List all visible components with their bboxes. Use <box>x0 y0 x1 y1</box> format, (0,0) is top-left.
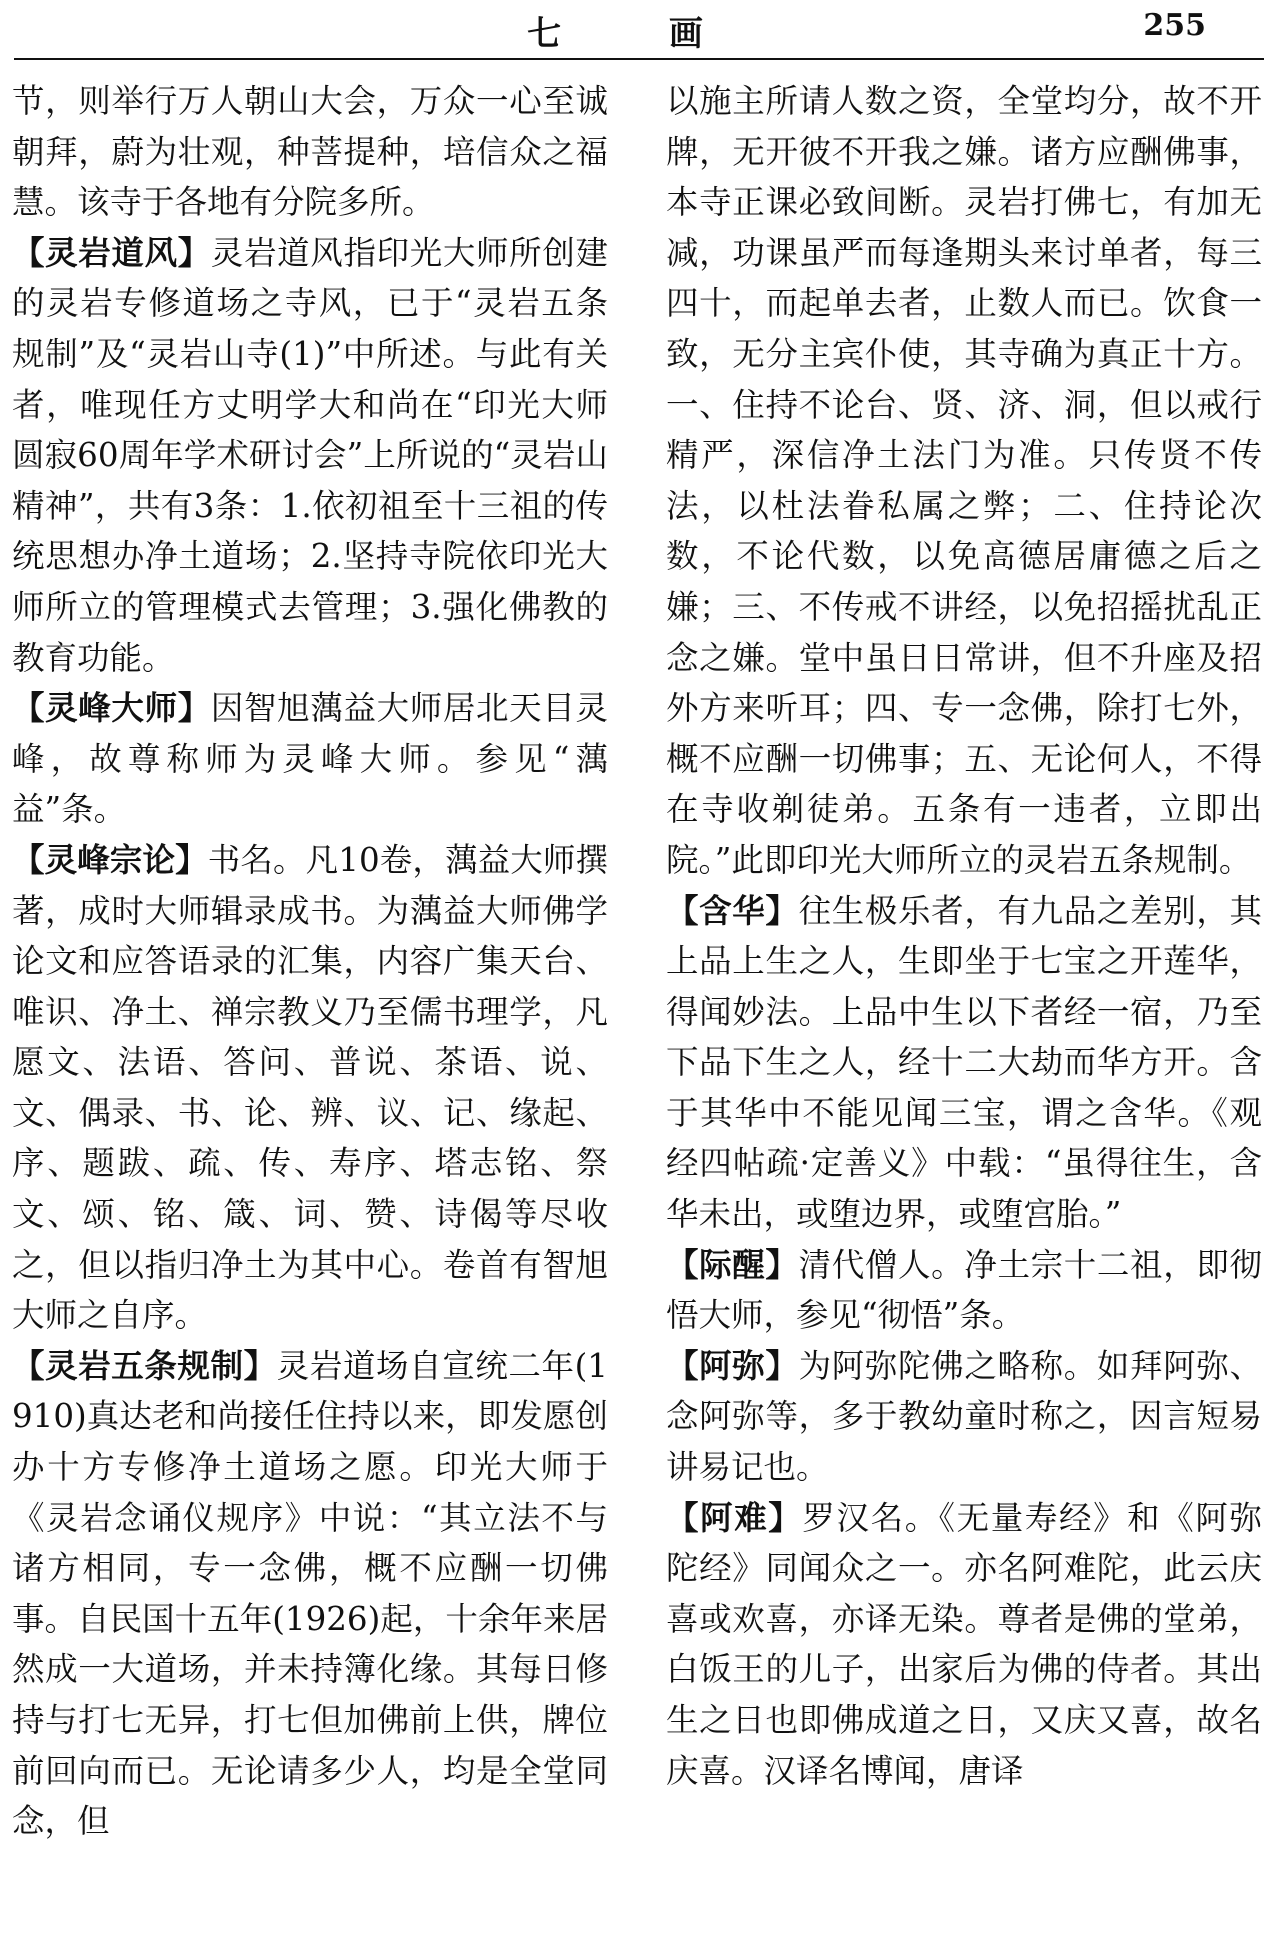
continued-text: 节，则举行万人朝山大会，万众一心至诚朝拜，蔚为壮观，种菩提种，培信众之福慧。该寺于各地有分院多所。 <box>12 82 608 222</box>
entry-term: 【灵岩五条规制】 <box>12 1345 277 1385</box>
entry-term: 【灵岩道风】 <box>12 232 211 272</box>
entry-term: 【含华】 <box>666 890 799 930</box>
dictionary-entry <box>666 886 1262 1240</box>
entry-term: 【际醒】 <box>666 1244 799 1284</box>
entry-term: 【灵峰宗论】 <box>12 839 208 879</box>
dictionary-entry <box>12 835 608 1341</box>
dictionary-entry <box>666 1341 1262 1493</box>
header-rule <box>14 58 1264 60</box>
entry-text: 灵岩道风指印光大师所创建的灵岩专修道场之寺风，已于“灵岩五条规制”及“灵岩山寺(1)”中所述。与此有关者，唯现任方丈明学大和尚在“印光大师圆寂60周年学术研讨会”上所说的“灵岩山精神”，共有3条：1.依初祖至十三祖的传统思想办净土道场；2.坚持寺院依印光大师所立的管理模式去管理；3.强化佛教的教育功能。 <box>12 233 608 677</box>
entry-term: 【阿弥】 <box>666 1345 799 1385</box>
continued-text: 以施主所请人数之资，全堂均分，故不开牌，无开彼不开我之嫌。诸方应酬佛事，本寺正课必致间断。灵岩打佛七，有加无减，功课虽严而每逢期头来讨单者，每三四十，而起单去者，止数人而已。饮食一致，无分主宾仆使，其寺确为真正十方。一、住持不论台、贤、济、洞，但以戒行精严，深信净土法门为准。只传贤不传法，以杜法眷私属之弊；二、住持论次数，不论代数，以免高德居庸德之后之嫌；三、不传戒不讲经，以免招摇扰乱正念之嫌。堂中虽日日常讲，但不升座及招外方来听耳；四、专一念佛，除打七外，概不应酬一切佛事；五、无论何人，不得在寺收剃徒弟。五条有一违者，立即出院。”此即印光大师所立的灵岩五条规制。 <box>666 82 1262 879</box>
page-number: 255 <box>1143 8 1206 43</box>
chapter-title: 七 画 <box>527 14 751 54</box>
entry-text: 为阿弥陀佛之略称。如拜阿弥、念阿弥等，多于教幼童时称之，因言短易讲易记也。 <box>666 1346 1262 1487</box>
page-header <box>0 0 1278 56</box>
dictionary-entry <box>12 683 608 835</box>
dictionary-entry <box>12 228 608 683</box>
entry-text: 书名。凡10卷，蕅益大师撰著，成时大师辑录成书。为蕅益大师佛学论文和应答语录的汇集，内容广集天台、唯识、净土、禅宗教义乃至儒书理学，凡愿文、法语、答问、普说、茶语、说、文、偶录、书、论、辨、议、记、缘起、序、题跋、疏、传、寿序、塔志铭、祭文、颂、铭、箴、词、赞、诗偈等尽收之，但以指归净土为其中心。卷首有智旭大师之自序。 <box>12 840 608 1335</box>
entry-term: 【阿难】 <box>666 1497 803 1537</box>
entry-text: 往生极乐者，有九品之差别，其上品上生之人，生即坐于七宝之开莲华，得闻妙法。上品中生以下者经一宿，乃至下品下生之人，经十二大劫而华方开。含于其华中不能见闻三宝，谓之含华。《观经四帖疏·定善义》中载：“虽得往生，含华未出，或堕边界，或堕宫胎。” <box>666 891 1262 1234</box>
entry-text: 灵岩道场自宣统二年(1910)真达老和尚接任住持以来，即发愿创办十方专修净土道场之愿。印光大师于《灵岩念诵仪规序》中说：“其立法不与诸方相同，专一念佛，概不应酬一切佛事。自民国十五年(1926)起，十余年来居然成一大道场，并未持簿化缘。其每日修持与打七无异，打七但加佛前上供，牌位前回向而已。无论请多少人，均是全堂同念，但 <box>12 1346 608 1841</box>
entry-text: 罗汉名。《无量寿经》和《阿弥陀经》同闻众之一。亦名阿难陀，此云庆喜或欢喜，亦译无染。尊者是佛的堂弟，白饭王的儿子，出家后为佛的侍者。其出生之日也即佛成道之日，又庆又喜，故名庆喜。汉译名博闻，唐译 <box>666 1498 1262 1790</box>
entry-text: 因智旭蕅益大师居北天目灵峰，故尊称师为灵峰大师。参见“蕅益”条。 <box>12 689 608 829</box>
right-column <box>666 76 1262 1796</box>
dictionary-entry <box>666 1240 1262 1341</box>
dictionary-entry <box>666 1493 1262 1797</box>
entry-text: 清代僧人。净土宗十二祖，即彻悟大师，参见“彻悟”条。 <box>666 1245 1262 1335</box>
entry-term: 【灵峰大师】 <box>12 688 211 728</box>
dictionary-entry <box>12 1341 608 1847</box>
left-column <box>12 76 608 1847</box>
